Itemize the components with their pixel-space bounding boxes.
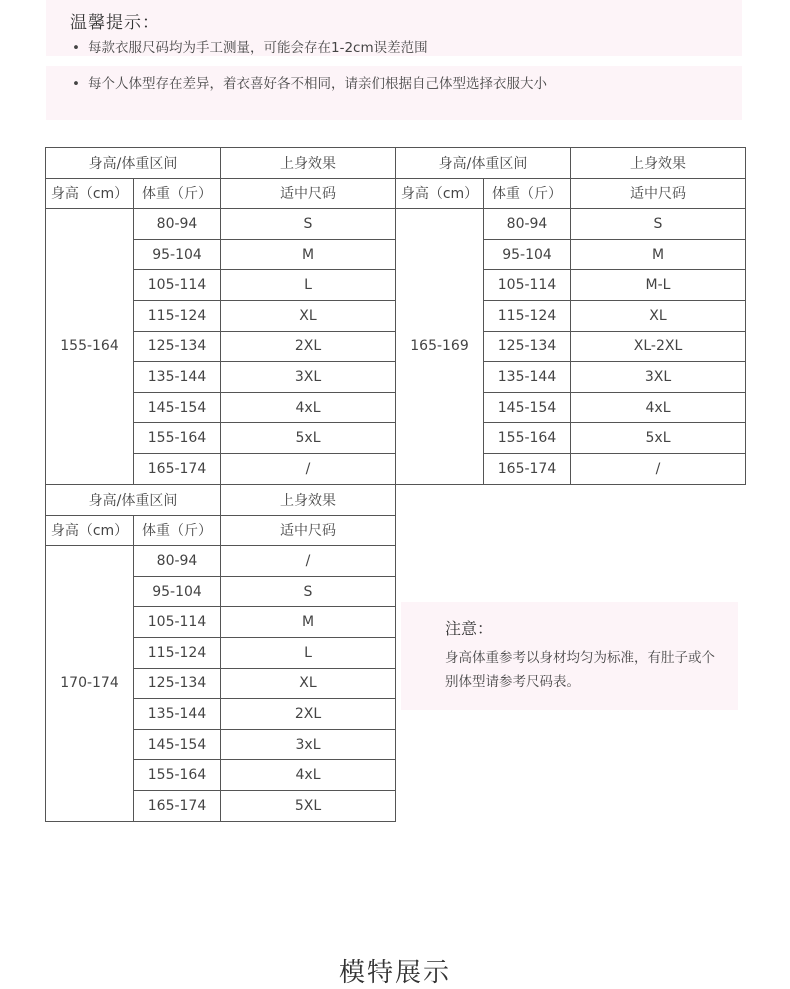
weight-cell: 135-144 xyxy=(134,362,221,393)
size-cell: M xyxy=(221,607,396,638)
size-cell: S xyxy=(221,209,396,240)
tip-item xyxy=(72,72,547,92)
weight-cell: 135-144 xyxy=(134,699,221,730)
size-cell: / xyxy=(221,453,396,484)
height-range-cell: 170-174 xyxy=(46,546,134,821)
table-header-row xyxy=(396,148,746,179)
size-cell: 2XL xyxy=(221,699,396,730)
header-fit-effect: 上身效果 xyxy=(571,148,746,179)
weight-cell: 95-104 xyxy=(134,576,221,607)
weight-cell: 115-124 xyxy=(134,637,221,668)
size-cell: XL xyxy=(221,300,396,331)
table-header-row xyxy=(46,485,396,516)
size-cell: M-L xyxy=(571,270,746,301)
tips-panel xyxy=(46,0,742,56)
size-cell: L xyxy=(221,637,396,668)
size-cell: 5xL xyxy=(571,423,746,454)
size-cell: / xyxy=(221,546,396,577)
header-fit-effect: 上身效果 xyxy=(221,485,396,516)
size-cell: XL-2XL xyxy=(571,331,746,362)
header-height-weight-range: 身高/体重区间 xyxy=(396,148,571,179)
weight-cell: 165-174 xyxy=(484,453,571,484)
tips-panel-second xyxy=(46,66,742,120)
subheader-size: 适中尺码 xyxy=(221,178,396,209)
note-title: 注意： xyxy=(445,619,494,638)
weight-cell: 135-144 xyxy=(484,362,571,393)
height-range-cell: 155-164 xyxy=(46,209,134,484)
table-row xyxy=(396,209,746,240)
bullet-icon: • xyxy=(72,76,80,92)
tip-item xyxy=(72,36,428,56)
tip-text: 每款衣服尺码均为手工测量，可能会存在1-2cm误差范围 xyxy=(88,40,428,56)
table-header-row xyxy=(46,148,396,179)
section-title: 模特展示 xyxy=(338,958,451,988)
size-table-165-169 xyxy=(395,147,746,485)
size-cell: 5XL xyxy=(221,790,396,821)
size-cell: XL xyxy=(571,300,746,331)
table-row xyxy=(46,546,396,577)
tips-title: 温馨提示： xyxy=(70,13,160,33)
size-cell: 4xL xyxy=(221,392,396,423)
weight-cell: 125-134 xyxy=(134,668,221,699)
weight-cell: 80-94 xyxy=(134,546,221,577)
weight-cell: 95-104 xyxy=(484,239,571,270)
weight-cell: 155-164 xyxy=(134,760,221,791)
size-table-155-164 xyxy=(45,147,396,485)
size-cell: 2XL xyxy=(221,331,396,362)
height-range-cell: 165-169 xyxy=(396,209,484,484)
tip-text: 每个人体型存在差异，着衣喜好各不相同，请亲们根据自己体型选择衣服大小 xyxy=(88,76,547,92)
weight-cell: 155-164 xyxy=(134,423,221,454)
size-cell: M xyxy=(221,239,396,270)
size-cell: 3XL xyxy=(221,362,396,393)
size-cell: 3XL xyxy=(571,362,746,393)
size-cell: 3xL xyxy=(221,729,396,760)
weight-cell: 115-124 xyxy=(134,300,221,331)
bullet-icon: • xyxy=(72,40,80,56)
size-cell: M xyxy=(571,239,746,270)
header-fit-effect: 上身效果 xyxy=(221,148,396,179)
subheader-height: 身高（cm） xyxy=(46,515,134,546)
note-text: 身高体重参考以身材均匀为标准，有肚子或个别体型请参考尺码表。 xyxy=(445,650,715,690)
weight-cell: 115-124 xyxy=(484,300,571,331)
note-panel xyxy=(401,602,738,710)
subheader-weight: 体重（斤） xyxy=(134,178,221,209)
weight-cell: 95-104 xyxy=(134,239,221,270)
weight-cell: 105-114 xyxy=(134,270,221,301)
weight-cell: 80-94 xyxy=(484,209,571,240)
subheader-weight: 体重（斤） xyxy=(134,515,221,546)
subheader-height: 身高（cm） xyxy=(46,178,134,209)
size-cell: S xyxy=(571,209,746,240)
weight-cell: 145-154 xyxy=(484,392,571,423)
table-subheader-row xyxy=(46,515,396,546)
weight-cell: 80-94 xyxy=(134,209,221,240)
table-subheader-row xyxy=(46,178,396,209)
subheader-size: 适中尺码 xyxy=(221,515,396,546)
size-cell: 5xL xyxy=(221,423,396,454)
subheader-height: 身高（cm） xyxy=(396,178,484,209)
size-cell: S xyxy=(221,576,396,607)
table-subheader-row xyxy=(396,178,746,209)
header-height-weight-range: 身高/体重区间 xyxy=(46,485,221,516)
size-table-170-174 xyxy=(45,484,396,822)
table-row xyxy=(46,209,396,240)
weight-cell: 165-174 xyxy=(134,453,221,484)
subheader-size: 适中尺码 xyxy=(571,178,746,209)
weight-cell: 165-174 xyxy=(134,790,221,821)
subheader-weight: 体重（斤） xyxy=(484,178,571,209)
size-cell: 4xL xyxy=(221,760,396,791)
size-cell: XL xyxy=(221,668,396,699)
size-cell: / xyxy=(571,453,746,484)
weight-cell: 145-154 xyxy=(134,392,221,423)
size-cell: 4xL xyxy=(571,392,746,423)
size-cell: L xyxy=(221,270,396,301)
weight-cell: 155-164 xyxy=(484,423,571,454)
weight-cell: 105-114 xyxy=(484,270,571,301)
weight-cell: 125-134 xyxy=(484,331,571,362)
weight-cell: 125-134 xyxy=(134,331,221,362)
header-height-weight-range: 身高/体重区间 xyxy=(46,148,221,179)
weight-cell: 105-114 xyxy=(134,607,221,638)
weight-cell: 145-154 xyxy=(134,729,221,760)
